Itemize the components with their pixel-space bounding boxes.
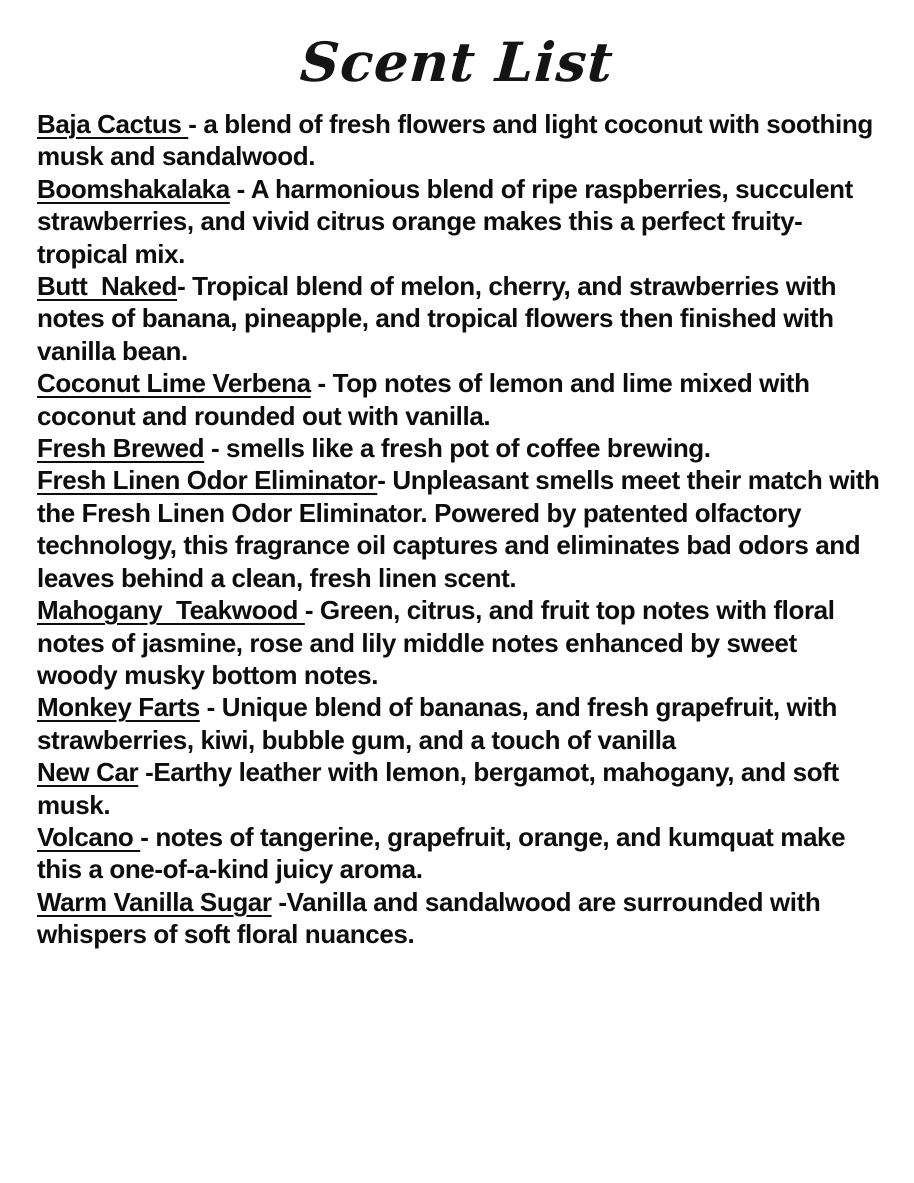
scent-entry <box>37 464 887 594</box>
scent-description: - notes of tangerine, grapefruit, orange, and kumquat make this a one-of-a-kind juicy aroma. <box>37 821 852 885</box>
scent-description: - smells like a fresh pot of coffee brewing. <box>204 433 711 464</box>
scent-description: - a blend of fresh flowers and light coconut with soothing musk and sandalwood. <box>37 109 880 172</box>
scent-name: Baja Cactus <box>37 109 189 139</box>
scent-description: - Tropical blend of melon, cherry, and strawberries with notes of banana, pineapple, and tropical flowers then finished with vanilla bean. <box>37 271 843 366</box>
scent-description: - Green, citrus, and fruit top notes with floral notes of jasmine, rose and lily middle notes enhanced by sweet woody musky bottom notes. <box>37 595 842 690</box>
scent-name: Fresh Brewed <box>37 433 205 464</box>
scent-entry <box>37 886 882 951</box>
scent-entry <box>37 594 882 691</box>
scent-entry <box>37 821 882 886</box>
scent-entry <box>37 756 882 821</box>
scent-list <box>37 108 887 951</box>
scent-entry <box>37 270 882 367</box>
scent-name: Monkey Farts <box>37 692 200 723</box>
scent-description: -Vanilla and sandalwood are surrounded with whispers of soft floral nuances. <box>37 886 828 950</box>
scent-name: New Car <box>37 757 139 788</box>
scent-description: - Top notes of lemon and lime mixed with coconut and rounded out with vanilla. <box>37 368 817 431</box>
page-title: Scent List <box>298 30 616 94</box>
scent-description: - Unique blend of bananas, and fresh grapefruit, with strawberries, kiwi, bubble gum, and a touch of vanilla <box>37 692 844 755</box>
scent-description: - A harmonious blend of ripe raspberries, succulent strawberries, and vivid citrus orange makes this a perfect fruity-tropical mix. <box>37 173 860 269</box>
scent-name: Mahogany Teakwood <box>37 595 305 626</box>
scent-entry <box>37 432 882 464</box>
scent-name: Boomshakalaka <box>37 173 230 204</box>
scent-description: -Earthy leather with lemon, bergamot, mahogany, and soft musk. <box>37 757 846 820</box>
scent-entry <box>37 367 882 432</box>
scent-name: Volcano <box>37 821 141 852</box>
scent-entry <box>37 108 882 173</box>
scent-name: Warm Vanilla Sugar <box>37 886 272 917</box>
scent-name: Fresh Linen Odor Eliminator <box>37 465 378 496</box>
scent-entry <box>37 691 882 756</box>
scent-name: Coconut Lime Verbena <box>37 368 311 399</box>
scent-name: Butt Naked <box>37 271 178 302</box>
scent-entry <box>37 173 882 270</box>
scent-description: - Unpleasant smells meet their match with the Fresh Linen Odor Eliminator. Powered by patented olfactory technology, this fragrance oil captures and eliminates bad odors and leaves behind a clean, fresh linen scent. <box>37 465 887 593</box>
